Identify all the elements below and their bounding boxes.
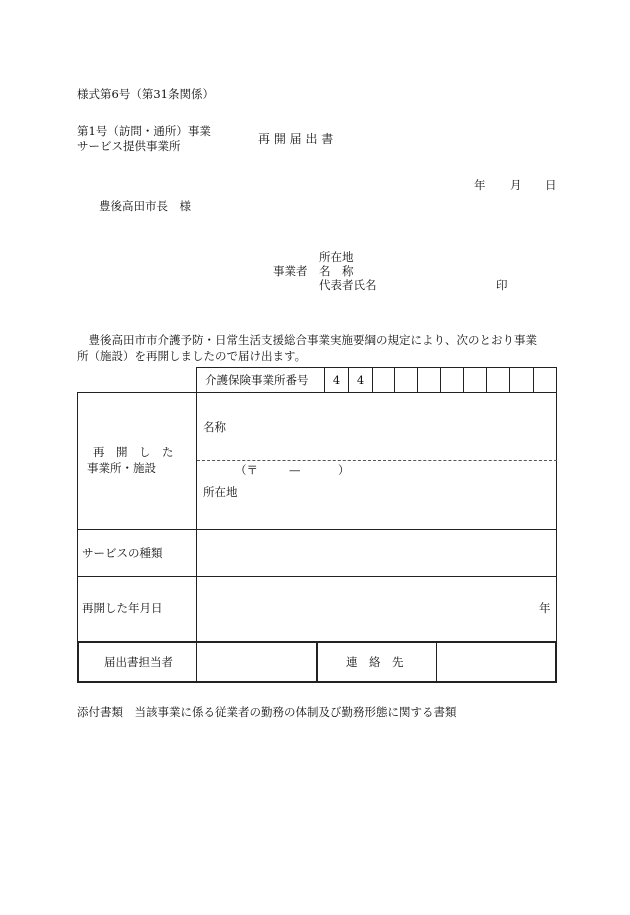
- office-number-digit[interactable]: [440, 367, 463, 393]
- business-label: 事業者: [273, 264, 308, 278]
- office-number-digit[interactable]: [372, 367, 394, 393]
- service-type-label: サービスの種類: [82, 546, 163, 560]
- date-month: 月: [510, 178, 522, 192]
- contact-divider: [436, 641, 437, 683]
- facility-label-line1: 再 開 し た: [93, 445, 174, 459]
- office-number-label: 介護保険事業所番号: [205, 373, 309, 387]
- office-number-digit[interactable]: [533, 367, 557, 393]
- business-address-label: 所在地: [319, 250, 354, 264]
- form-number: 様式第6号（第31条関係）: [77, 87, 214, 101]
- office-number-digit[interactable]: [417, 367, 440, 393]
- office-number-digit[interactable]: 4: [348, 367, 372, 393]
- body-text-line1: 豊後高田市市介護予防・日常生活支援総合事業実施要綱の規定により、次のとおり事業: [77, 333, 537, 347]
- postal-prefix: （〒: [235, 463, 258, 477]
- facility-label-line2: 事業所・施設: [87, 461, 156, 475]
- column-divider: [196, 392, 197, 642]
- row-divider: [77, 529, 557, 530]
- name-address-divider: [197, 460, 557, 461]
- contact-divider: [196, 641, 197, 683]
- office-number-digit[interactable]: [509, 367, 533, 393]
- category-line2: サービス提供事業所: [77, 139, 181, 153]
- row-divider: [77, 576, 557, 577]
- addressee: 豊後高田市長 様: [99, 199, 191, 213]
- business-rep-label: 代表者氏名: [319, 278, 377, 292]
- facility-location-label: 所在地: [203, 485, 238, 499]
- reopen-date-year: 年: [539, 601, 551, 615]
- facility-name-label: 名称: [203, 420, 226, 434]
- office-number-digit[interactable]: [463, 367, 486, 393]
- date-day: 日: [545, 178, 557, 192]
- contact-label: 連 絡 先: [346, 655, 404, 669]
- reopen-date-label: 再開した年月日: [82, 601, 163, 615]
- office-number-digit[interactable]: [394, 367, 417, 393]
- contact-divider: [316, 641, 318, 683]
- seal-mark: 印: [496, 278, 508, 292]
- office-number-digit[interactable]: 4: [324, 367, 348, 393]
- body-text-line2: 所（施設）を再開しましたので届け出ます。: [77, 349, 307, 363]
- main-table: [77, 392, 557, 683]
- person-in-charge-label: 届出書担当者: [104, 655, 173, 669]
- document-title: 再 開 届 出 書: [258, 132, 334, 146]
- category-line1: 第1号（訪問・通所）事業: [77, 124, 211, 138]
- business-name-label: 名 称: [319, 264, 354, 278]
- attachment-note: 添付書類 当該事業に係る従業者の勤務の体制及び勤務形態に関する書類: [77, 705, 457, 719]
- date-year: 年: [474, 178, 486, 192]
- postal-suffix: ）: [338, 463, 350, 477]
- postal-dash: —: [289, 463, 301, 477]
- office-number-digit[interactable]: [486, 367, 509, 393]
